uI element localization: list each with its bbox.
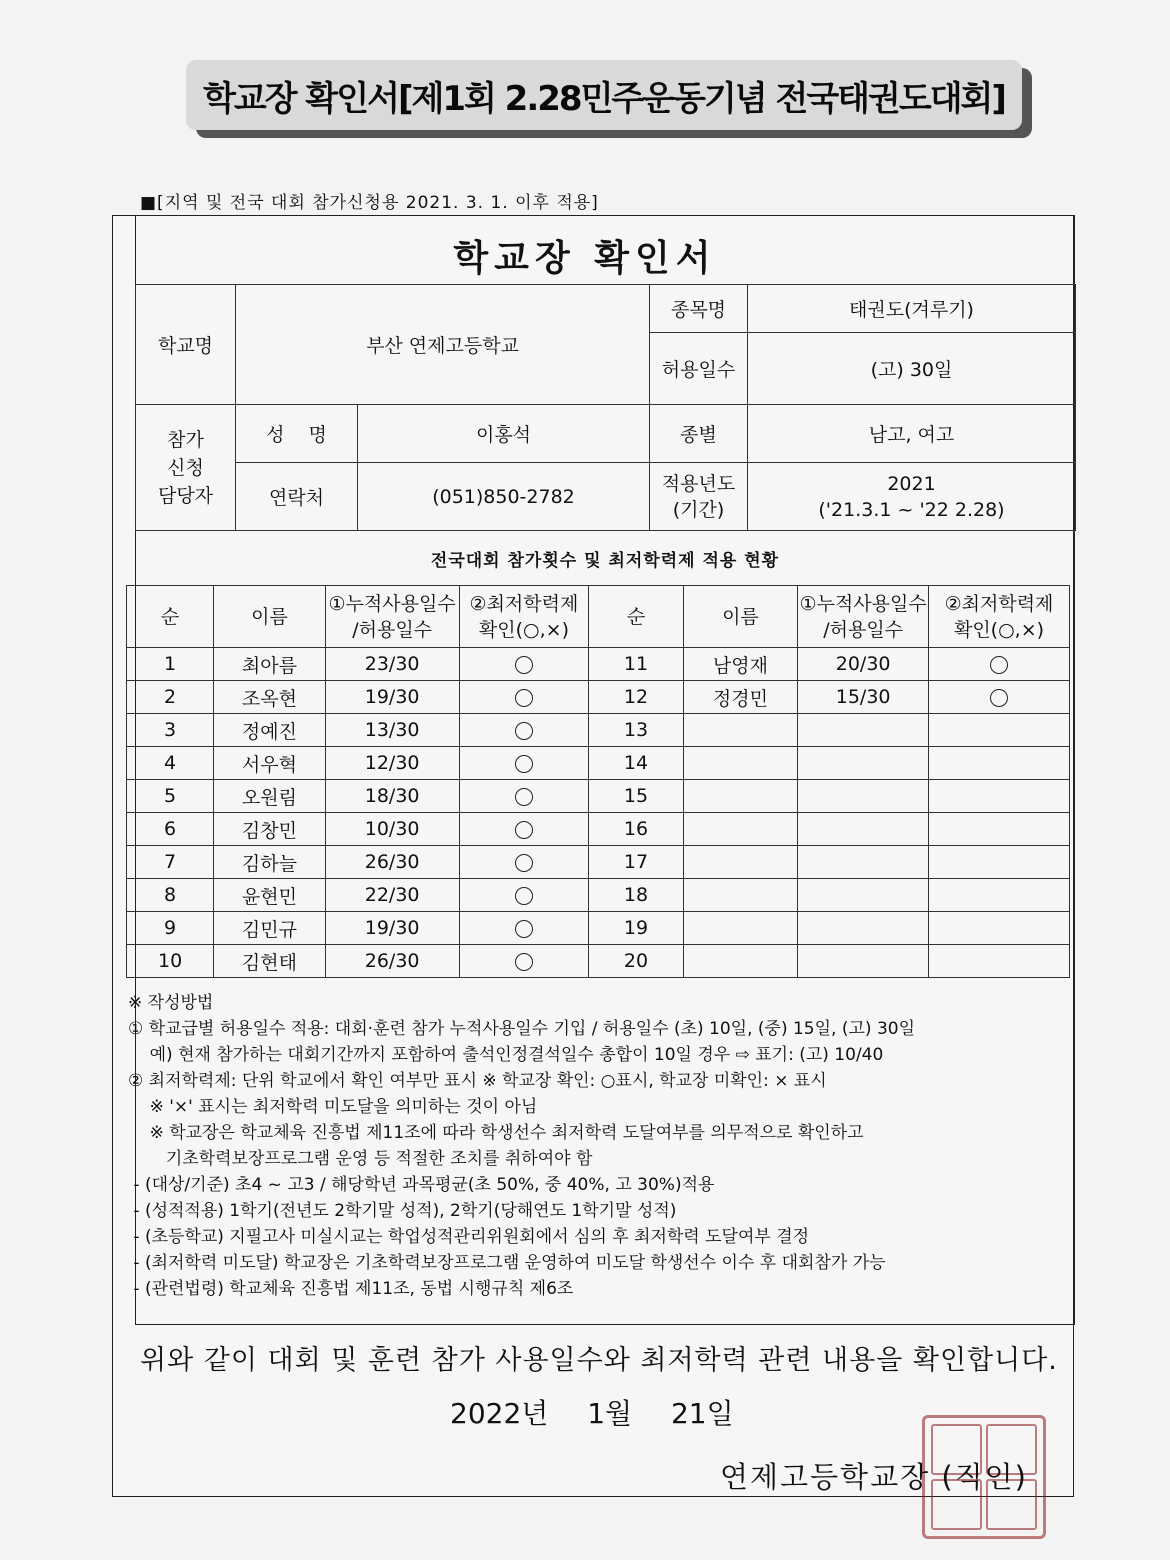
roster-no-cell: 20 bbox=[589, 945, 683, 978]
roster-days-cell bbox=[798, 846, 929, 879]
roster-days-cell: 20/30 bbox=[798, 648, 929, 681]
document-date: 2022년 1월 21일 bbox=[450, 1397, 734, 1430]
roster-days-cell: 19/30 bbox=[325, 912, 459, 945]
roster-days-cell: 26/30 bbox=[325, 945, 459, 978]
roster-check-cell bbox=[929, 747, 1070, 780]
principal-signature: 연제고등학교장 (직인) bbox=[720, 1460, 1028, 1494]
roster-check-cell bbox=[459, 879, 589, 912]
instruction-line: 기초학력보장프로그램 운영 등 적절한 조치를 취하여야 함 bbox=[128, 1149, 593, 1169]
allowed-label: 허용일수 bbox=[650, 333, 748, 405]
event-value: 태권도(겨루기) bbox=[748, 285, 1076, 333]
roster-days-cell: 10/30 bbox=[325, 813, 459, 846]
banner-title: 학교장 확인서[제1회 2.28민주운동기념 전국태권도대회] bbox=[203, 78, 1005, 119]
roster-days-cell bbox=[798, 879, 929, 912]
table-row bbox=[127, 714, 1070, 747]
contact-value: (051)850-2782 bbox=[358, 463, 650, 531]
header-check: ②최저학력제 확인(○,×) bbox=[929, 586, 1070, 648]
roster-check-cell bbox=[929, 714, 1070, 747]
check-circle-icon bbox=[515, 920, 533, 938]
year-value: 2021 ('21.3.1 ~ '22 2.28) bbox=[748, 463, 1076, 531]
instruction-line: - (최저학력 미도달) 학교장은 기초학력보장프로그램 운영하여 미도달 학생선수 이수 후 대회참가 가능 bbox=[128, 1253, 886, 1273]
roster-name-cell: 정경민 bbox=[683, 681, 798, 714]
instruction-line: ① 학교급별 허용일수 적용: 대회·훈련 참가 누적사용일수 기입 / 허용일수 (초) 10일, (중) 15일, (고) 30일 bbox=[128, 1019, 916, 1039]
instruction-line: ※ '×' 표시는 최저학력 미도달을 의미하는 것이 아님 bbox=[128, 1097, 538, 1117]
roster-no-cell: 14 bbox=[589, 747, 683, 780]
check-circle-icon bbox=[515, 689, 533, 707]
writing-instructions bbox=[128, 990, 1063, 1302]
check-circle-icon bbox=[990, 689, 1008, 707]
roster-check-cell bbox=[459, 912, 589, 945]
roster-days-cell bbox=[798, 912, 929, 945]
check-circle-icon bbox=[515, 722, 533, 740]
header-no: 순 bbox=[589, 586, 683, 648]
roster-check-cell bbox=[459, 846, 589, 879]
roster-name-cell bbox=[683, 846, 798, 879]
table-row bbox=[127, 780, 1070, 813]
roster-check-cell bbox=[459, 747, 589, 780]
header-name: 이름 bbox=[214, 586, 326, 648]
check-circle-icon bbox=[515, 953, 533, 971]
roster-no-cell: 6 bbox=[127, 813, 214, 846]
roster-check-cell bbox=[459, 681, 589, 714]
roster-days-cell: 15/30 bbox=[798, 681, 929, 714]
check-circle-icon bbox=[515, 887, 533, 905]
check-circle-icon bbox=[515, 788, 533, 806]
table-row bbox=[127, 648, 1070, 681]
name-label: 성 명 bbox=[236, 405, 358, 463]
roster-check-cell bbox=[929, 912, 1070, 945]
table-row bbox=[127, 879, 1070, 912]
check-circle-icon bbox=[515, 821, 533, 839]
roster-check-cell bbox=[929, 681, 1070, 714]
instruction-line: 예) 현재 참가하는 대회기간까지 포함하여 출석인정결석일수 총합이 10일 경우 ⇨ 표기: (고) 10/40 bbox=[128, 1045, 884, 1065]
roster-days-cell: 22/30 bbox=[325, 879, 459, 912]
roster-name-cell bbox=[683, 780, 798, 813]
roster-name-cell: 최아름 bbox=[214, 648, 326, 681]
roster-name-cell bbox=[683, 912, 798, 945]
roster-check-cell bbox=[459, 714, 589, 747]
roster-days-cell bbox=[798, 780, 929, 813]
contact-label: 연락처 bbox=[236, 463, 358, 531]
applicant-label: 참가 신청 담당자 bbox=[136, 405, 236, 531]
roster-no-cell: 10 bbox=[127, 945, 214, 978]
instruction-line: - (대상/기준) 초4 ~ 고3 / 해당학년 과목평균(초 50%, 중 40%, 고 30%)적용 bbox=[128, 1175, 715, 1195]
roster-name-cell: 조옥현 bbox=[214, 681, 326, 714]
table-row bbox=[127, 813, 1070, 846]
roster-days-cell bbox=[798, 945, 929, 978]
roster-name-cell: 오원림 bbox=[214, 780, 326, 813]
roster-no-cell: 16 bbox=[589, 813, 683, 846]
roster-days-cell: 23/30 bbox=[325, 648, 459, 681]
confirmation-statement: 위와 같이 대회 및 훈련 참가 사용일수와 최저학력 관련 내용을 확인합니다. bbox=[140, 1345, 1058, 1376]
form-subheading: ■[지역 및 전국 대회 참가신청용 2021. 3. 1. 이후 적용] bbox=[140, 193, 599, 213]
roster-name-cell bbox=[683, 945, 798, 978]
roster-days-cell: 26/30 bbox=[325, 846, 459, 879]
roster-check-cell bbox=[459, 813, 589, 846]
check-circle-icon bbox=[515, 854, 533, 872]
table-row bbox=[127, 681, 1070, 714]
roster-check-cell bbox=[929, 780, 1070, 813]
roster-name-cell bbox=[683, 813, 798, 846]
roster-name-cell: 서우혁 bbox=[214, 747, 326, 780]
roster-no-cell: 19 bbox=[589, 912, 683, 945]
info-table bbox=[135, 284, 1076, 531]
roster-check-cell bbox=[929, 648, 1070, 681]
document-title: 학교장 확인서 bbox=[453, 238, 717, 279]
check-circle-icon bbox=[515, 755, 533, 773]
table-row bbox=[127, 747, 1070, 780]
header-days: ①누적사용일수 /허용일수 bbox=[798, 586, 929, 648]
roster-days-cell: 19/30 bbox=[325, 681, 459, 714]
year-label: 적용년도 (기간) bbox=[650, 463, 748, 531]
roster-no-cell: 15 bbox=[589, 780, 683, 813]
roster-no-cell: 17 bbox=[589, 846, 683, 879]
school-label: 학교명 bbox=[136, 285, 236, 405]
check-circle-icon bbox=[515, 656, 533, 674]
school-value: 부산 연제고등학교 bbox=[236, 285, 650, 405]
roster-name-cell bbox=[683, 879, 798, 912]
roster-check-cell bbox=[459, 648, 589, 681]
roster-no-cell: 3 bbox=[127, 714, 214, 747]
name-value: 이홍석 bbox=[358, 405, 650, 463]
roster-no-cell: 18 bbox=[589, 879, 683, 912]
roster-name-cell: 김민규 bbox=[214, 912, 326, 945]
document-banner bbox=[186, 60, 1022, 130]
check-circle-icon bbox=[990, 656, 1008, 674]
roster-no-cell: 13 bbox=[589, 714, 683, 747]
roster-check-cell bbox=[929, 846, 1070, 879]
roster-name-cell bbox=[683, 714, 798, 747]
roster-no-cell: 8 bbox=[127, 879, 214, 912]
roster-days-cell: 18/30 bbox=[325, 780, 459, 813]
instruction-line: ② 최저학력제: 단위 학교에서 확인 여부만 표시 ※ 학교장 확인: ○표시, 학교장 미확인: × 표시 bbox=[128, 1071, 827, 1091]
header-check: ②최저학력제 확인(○,×) bbox=[459, 586, 589, 648]
roster-days-cell: 13/30 bbox=[325, 714, 459, 747]
status-section-title: 전국대회 참가횟수 및 최저학력제 적용 현황 bbox=[430, 551, 780, 571]
roster-days-cell bbox=[798, 747, 929, 780]
roster-name-cell: 김현태 bbox=[214, 945, 326, 978]
roster-table bbox=[126, 585, 1070, 978]
instruction-line: - (관련법령) 학교체육 진흥법 제11조, 동법 시행규칙 제6조 bbox=[128, 1279, 574, 1299]
header-no: 순 bbox=[127, 586, 214, 648]
header-days: ①누적사용일수 /허용일수 bbox=[325, 586, 459, 648]
roster-no-cell: 11 bbox=[589, 648, 683, 681]
roster-days-cell bbox=[798, 714, 929, 747]
roster-days-cell: 12/30 bbox=[325, 747, 459, 780]
roster-name-cell: 김하늘 bbox=[214, 846, 326, 879]
roster-no-cell: 5 bbox=[127, 780, 214, 813]
roster-check-cell bbox=[929, 879, 1070, 912]
header-name: 이름 bbox=[683, 586, 798, 648]
roster-no-cell: 4 bbox=[127, 747, 214, 780]
roster-name-cell: 남영재 bbox=[683, 648, 798, 681]
roster-name-cell: 정예진 bbox=[214, 714, 326, 747]
roster-no-cell: 1 bbox=[127, 648, 214, 681]
roster-days-cell bbox=[798, 813, 929, 846]
table-row bbox=[127, 912, 1070, 945]
category-value: 남고, 여고 bbox=[748, 405, 1076, 463]
instruction-line: - (초등학교) 지필고사 미실시교는 학업성적관리위원회에서 심의 후 최저학력 도달여부 결정 bbox=[128, 1227, 810, 1247]
roster-no-cell: 7 bbox=[127, 846, 214, 879]
roster-check-cell bbox=[929, 813, 1070, 846]
allowed-value: (고) 30일 bbox=[748, 333, 1076, 405]
roster-check-cell bbox=[459, 945, 589, 978]
roster-name-cell: 윤현민 bbox=[214, 879, 326, 912]
event-label: 종목명 bbox=[650, 285, 748, 333]
roster-check-cell bbox=[459, 780, 589, 813]
roster-no-cell: 2 bbox=[127, 681, 214, 714]
roster-name-cell: 김창민 bbox=[214, 813, 326, 846]
roster-no-cell: 12 bbox=[589, 681, 683, 714]
instruction-line: - (성적적용) 1학기(전년도 2학기말 성적), 2학기(당해연도 1학기말 성적) bbox=[128, 1201, 677, 1221]
roster-check-cell bbox=[929, 945, 1070, 978]
instruction-line: ※ 작성방법 bbox=[128, 993, 214, 1013]
roster-no-cell: 9 bbox=[127, 912, 214, 945]
instruction-line: ※ 학교장은 학교체육 진흥법 제11조에 따라 학생선수 최저학력 도달여부를 의무적으로 확인하고 bbox=[128, 1123, 864, 1143]
roster-name-cell bbox=[683, 747, 798, 780]
table-row bbox=[127, 945, 1070, 978]
table-row bbox=[127, 846, 1070, 879]
category-label: 종별 bbox=[650, 405, 748, 463]
